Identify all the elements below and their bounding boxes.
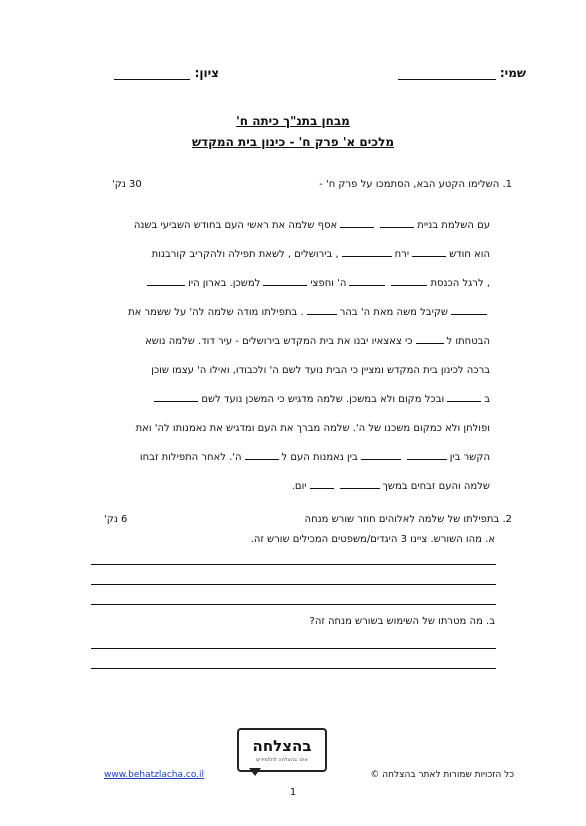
answer-line[interactable] (91, 564, 496, 565)
q1-line-2: הוא חודשירח, בירושלים , לשאת תפילה ולהקריב קורבנות (86, 240, 490, 269)
blank-field[interactable] (340, 217, 374, 228)
q1-line-3: , לרגל הכנסתה' וחפצילמשכן. בארון היו (86, 269, 490, 298)
q2-number: 2. (502, 514, 512, 525)
student-name-field[interactable] (398, 66, 526, 80)
grade-label: ציון: (194, 66, 219, 80)
blank-field[interactable] (154, 391, 198, 402)
q1-line-5: הבטחתו לכי צאצאיו יבנו את בית המקדש בירושלים - עיר דוד. שלמה נושא (86, 327, 490, 356)
exam-subtitle: מלכים א' פרק ח' - כינון בית המקדש (191, 135, 395, 149)
answer-line[interactable] (91, 648, 496, 649)
blank-field[interactable] (451, 304, 487, 315)
blank-field[interactable] (361, 449, 401, 460)
answer-line[interactable] (91, 604, 496, 605)
blank-field[interactable] (263, 275, 307, 286)
q1-line-8: ופולחן ולא כמקום משכנו של ה'. שלמה מברך את העם ומדגיש את נאמנותו לה' ואת (135, 423, 490, 434)
footer-url-link[interactable]: www.behatzlacha.co.il (104, 770, 205, 780)
q1-line-9: הקשר ביןבין נאמנות העם לה'. לאחר התפילות זבחו (86, 443, 490, 472)
q2-points: 6 נק' (104, 514, 128, 525)
q1-number: 1. (502, 179, 512, 190)
blank-field[interactable] (349, 275, 385, 286)
exam-title: מבחן בתנ"ך כיתה ח' (236, 114, 350, 128)
footer-copyright: כל הזכויות שמורות לאתר בהצלחה © (370, 770, 514, 780)
answer-line[interactable] (91, 668, 496, 669)
q1-header (319, 179, 512, 190)
answer-line[interactable] (91, 584, 496, 585)
q2-part-a: א. מהו השורש. ציינו 3 היגדים/משפטים המכילים שורש זה. (250, 534, 495, 545)
q1-line-1: עם השלמת בנייתאסף שלמה את ראשי העם בחודש השביעי בשנה (86, 211, 490, 240)
blank-field[interactable] (310, 478, 334, 489)
blank-field[interactable] (407, 449, 447, 460)
blank-field[interactable] (412, 246, 446, 257)
grade-field[interactable] (114, 66, 219, 80)
site-logo (237, 728, 327, 772)
speech-bubble-tail (249, 768, 261, 776)
q1-fill-in-paragraph (86, 211, 490, 501)
blank-field[interactable] (307, 304, 337, 315)
q2-part-b: ב. מה מטרתו של השימוש בשורש מנחה זה? (309, 616, 495, 627)
q1-line-6: ברכה לכינון בית המקדש ומציין כי הבית נועד לשם ה' ולכבודו, ואילו ה' עצמו שוכן (151, 365, 490, 376)
q1-line-4: שקיבל משה מאת ה' בהר. בתפילתו מודה שלמה לה' על ששמר את (86, 298, 490, 327)
q1-line-10: שלמה והעם זבחים במשךיום. (86, 472, 490, 501)
blank-field[interactable] (416, 333, 444, 344)
blank-field[interactable] (147, 275, 185, 286)
blank-field[interactable] (380, 217, 414, 228)
blank-field[interactable] (342, 246, 392, 257)
page-number: 1 (289, 787, 297, 798)
q2-prompt: בתפילתו של שלמה לאלוהים חוזר שורש מנחה (304, 514, 500, 525)
q2-header (305, 514, 512, 525)
name-line[interactable] (398, 66, 496, 80)
blank-field[interactable] (447, 391, 481, 402)
q1-line-7: בובכל מקום ולא במשכן. שלמה מדגיש כי המשכן נועד לשם (86, 385, 490, 414)
q1-prompt: השלימו הקטע הבא, הסתמכו על פרק ח' - (319, 179, 500, 190)
grade-line[interactable] (114, 66, 190, 80)
blank-field[interactable] (391, 275, 427, 286)
q1-points: 30 נק' (112, 179, 142, 190)
logo-subtext: אתר בהצלחה לתלמידים (256, 757, 308, 763)
name-label: שמי: (499, 66, 526, 80)
logo-text: בהצלחה (252, 737, 312, 755)
blank-field[interactable] (245, 449, 279, 460)
blank-field[interactable] (340, 478, 380, 489)
